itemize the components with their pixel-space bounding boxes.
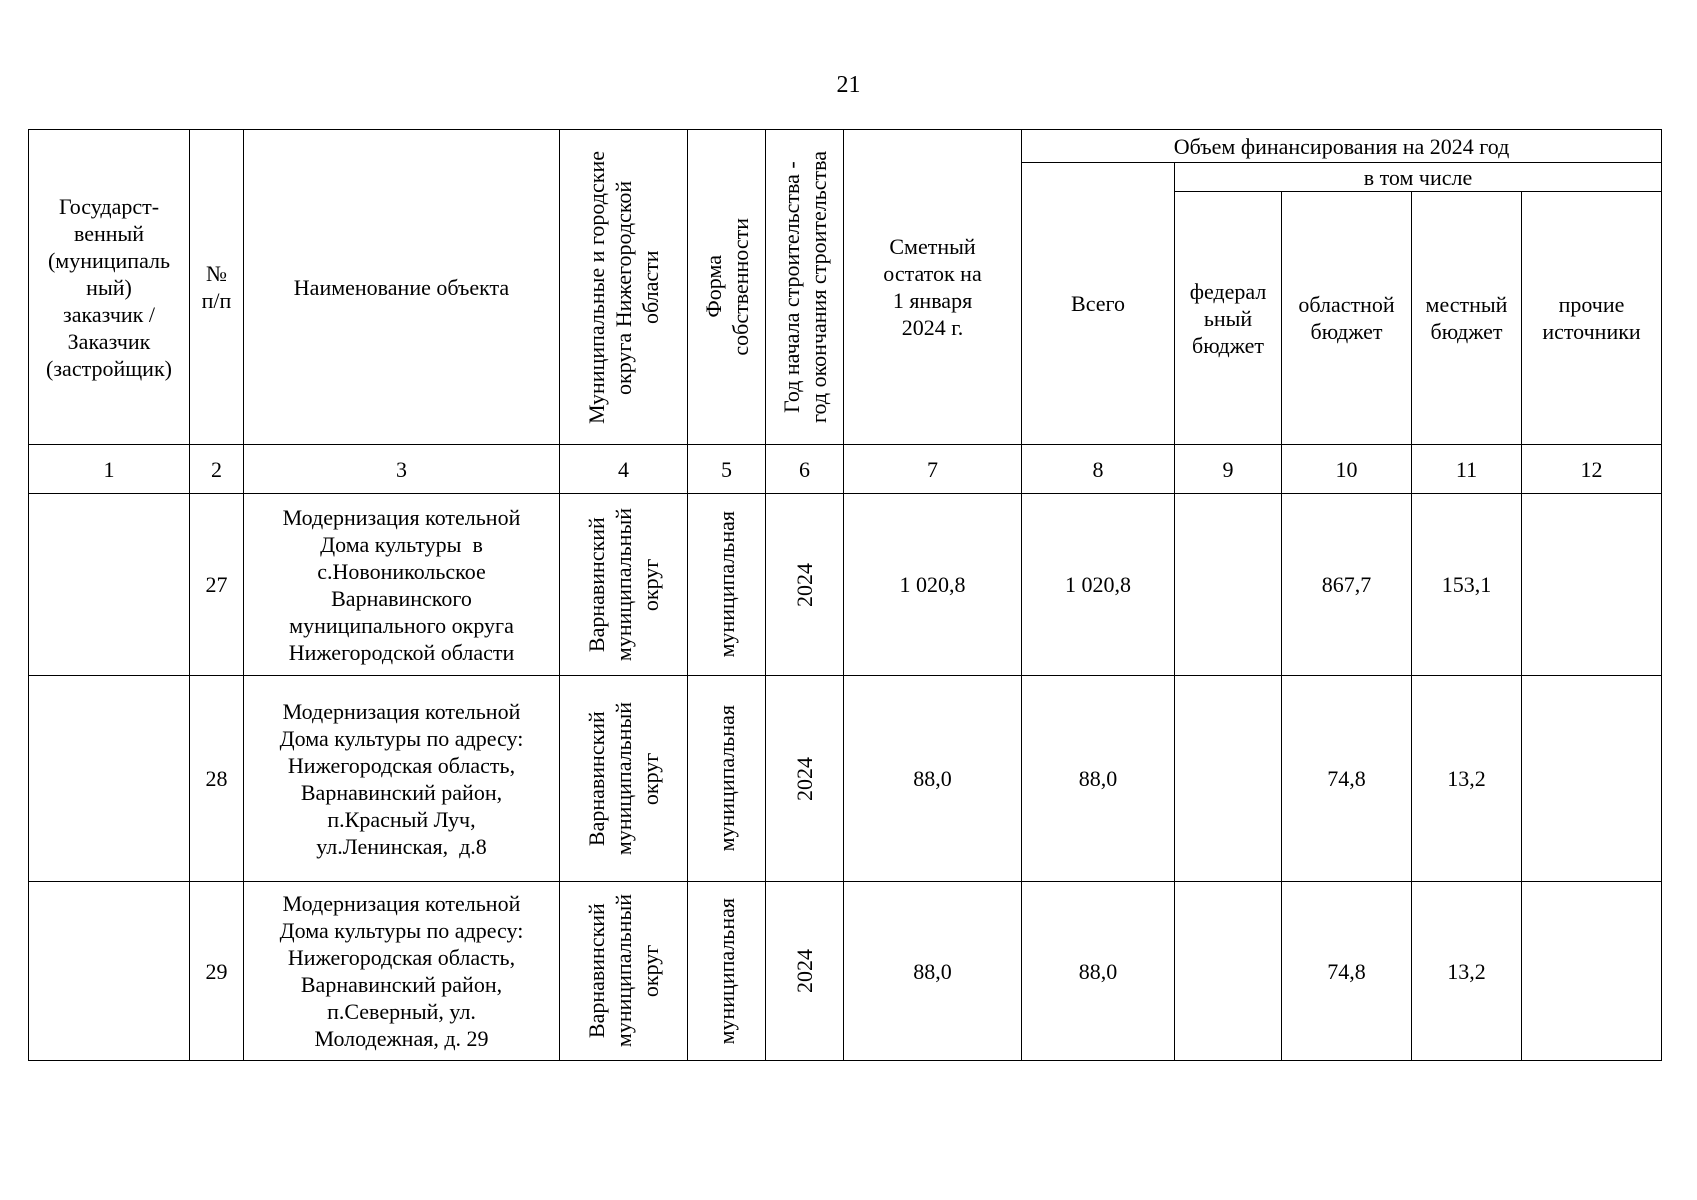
object-name-line: Молодежная, д. 29	[314, 1026, 489, 1051]
construction-years-text: 2024	[792, 562, 817, 607]
header-number	[190, 130, 244, 445]
header-customer-line: Государст-	[58, 193, 160, 219]
header-customer-line: заказчик /	[63, 301, 155, 327]
municipality-cell	[560, 676, 688, 882]
object-name-line: Варнавинского	[331, 585, 472, 611]
customer-cell	[29, 494, 190, 676]
object-name-line: с.Новоникольское	[317, 558, 486, 584]
header-other-sources-line: источники	[1542, 319, 1641, 344]
column-number: 9	[1175, 445, 1282, 494]
header-municipality-line: области	[638, 250, 663, 324]
other-sources-cell	[1522, 494, 1662, 676]
header-estimated-balance-line: Сметный	[889, 234, 976, 259]
total-cell: 88,0	[1022, 882, 1175, 1061]
object-name-line: Модернизация котельной	[282, 698, 521, 724]
row-number-cell: 29	[190, 882, 244, 1061]
column-number: 10	[1282, 445, 1412, 494]
ownership-cell	[688, 676, 766, 882]
column-number: 7	[844, 445, 1022, 494]
header-local-budget	[1412, 192, 1522, 445]
column-number: 4	[560, 445, 688, 494]
header-customer-line: (муниципаль	[47, 247, 171, 273]
other-sources-cell	[1522, 882, 1662, 1061]
column-number: 6	[766, 445, 844, 494]
financing-table	[28, 129, 1662, 1061]
municipality-cell	[560, 882, 688, 1061]
header-financing-volume: Объем финансирования на 2024 год	[1022, 130, 1662, 163]
municipality-line: Варнавинский	[584, 517, 609, 652]
total-cell: 1 020,8	[1022, 494, 1175, 676]
header-estimated-balance-line: 1 января	[892, 288, 973, 313]
header-construction-years-line: год окончания строительства	[805, 151, 831, 423]
header-including: в том числе	[1175, 163, 1662, 192]
municipality-line: Варнавинский	[584, 903, 609, 1039]
table-row	[29, 676, 1662, 882]
municipality-line: округ	[638, 558, 663, 611]
page-number: 21	[836, 72, 861, 98]
table-header	[29, 130, 1662, 445]
local-budget-cell: 13,2	[1412, 882, 1522, 1061]
municipality-line: муниципальный	[611, 507, 636, 662]
header-ownership-text	[700, 218, 754, 356]
construction-years-cell	[766, 882, 844, 1061]
column-number: 2	[190, 445, 244, 494]
table-body	[29, 445, 1662, 1061]
object-name-line: муниципального округа	[289, 612, 514, 638]
federal-budget-cell	[1175, 676, 1282, 882]
header-federal-budget	[1175, 192, 1282, 445]
ownership-cell	[688, 882, 766, 1061]
header-municipality	[560, 130, 688, 445]
header-customer-line: Заказчик	[67, 328, 151, 354]
header-regional-budget	[1282, 192, 1412, 445]
municipality-cell	[560, 494, 688, 676]
header-total: Всего	[1022, 163, 1175, 445]
row-number-cell: 27	[190, 494, 244, 676]
column-number: 11	[1412, 445, 1522, 494]
object-name-line: ул.Ленинская, д.8	[316, 833, 487, 859]
header-number-line: №	[206, 261, 227, 286]
municipality-line: округ	[638, 752, 663, 805]
header-customer-line: (застройщик)	[46, 355, 172, 381]
header-estimated-balance-line: остаток на	[883, 261, 982, 286]
construction-years-cell	[766, 676, 844, 882]
header-number-line: п/п	[201, 288, 232, 313]
header-local-budget-line: местный	[1425, 292, 1508, 317]
total-cell: 88,0	[1022, 676, 1175, 882]
header-federal-budget-line: федерал	[1189, 278, 1267, 304]
construction-years-text: 2024	[792, 949, 817, 993]
header-object-name: Наименование объекта	[244, 130, 560, 445]
row-number-cell: 28	[190, 676, 244, 882]
header-customer	[29, 130, 190, 445]
municipality-text	[583, 702, 664, 855]
customer-cell	[29, 676, 190, 882]
object-name-line: Варнавинский район,	[300, 779, 503, 805]
object-name-line: Модернизация котельной	[282, 504, 521, 530]
object-name-line: Варнавинский район,	[300, 972, 503, 997]
header-municipality-line: Муниципальные и городские	[584, 150, 609, 424]
federal-budget-cell	[1175, 882, 1282, 1061]
header-other-sources-line: прочие	[1558, 292, 1625, 317]
object-name-line: Нижегородская область,	[287, 945, 516, 970]
customer-cell	[29, 882, 190, 1061]
object-name-cell	[244, 494, 560, 676]
header-construction-years-line: Год начала строительства -	[778, 161, 804, 413]
federal-budget-cell	[1175, 494, 1282, 676]
header-construction-years-text	[778, 151, 832, 423]
column-number: 12	[1522, 445, 1662, 494]
object-name-cell	[244, 676, 560, 882]
column-number-row	[29, 445, 1662, 494]
object-name-line: Дома культуры в	[320, 531, 483, 557]
column-number: 8	[1022, 445, 1175, 494]
other-sources-cell	[1522, 676, 1662, 882]
header-other-sources	[1522, 192, 1662, 445]
ownership-cell	[688, 494, 766, 676]
municipality-text	[583, 894, 664, 1047]
header-regional-budget-line: бюджет	[1310, 319, 1383, 344]
table-row	[29, 494, 1662, 676]
header-estimated-balance	[844, 130, 1022, 445]
municipality-line: муниципальный	[611, 701, 636, 856]
header-ownership	[688, 130, 766, 445]
column-number: 1	[29, 445, 190, 494]
column-number: 5	[688, 445, 766, 494]
municipality-text	[583, 508, 664, 661]
construction-years-text: 2024	[792, 756, 817, 801]
object-name-line: Нижегородской области	[288, 639, 515, 665]
header-customer-line: венный	[73, 220, 145, 246]
header-municipality-line: округа Нижегородской	[611, 179, 636, 395]
ownership-text: муниципальная	[714, 511, 739, 658]
regional-budget-cell: 74,8	[1282, 882, 1412, 1061]
header-customer-line: ный)	[86, 274, 132, 300]
header-row	[29, 130, 1662, 163]
ownership-text: муниципальная	[714, 897, 739, 1045]
header-local-budget-line: бюджет	[1430, 319, 1503, 344]
object-name-line: п.Красный Луч,	[327, 806, 476, 832]
regional-budget-cell: 867,7	[1282, 494, 1412, 676]
construction-years-cell	[766, 494, 844, 676]
object-name-line: Дома культуры по адресу:	[279, 918, 524, 943]
header-construction-years	[766, 130, 844, 445]
municipality-line: округ	[638, 944, 663, 998]
header-federal-budget-line: бюджет	[1192, 332, 1264, 358]
header-municipality-text	[583, 151, 664, 424]
estimated-balance-cell: 88,0	[844, 882, 1022, 1061]
table-row	[29, 882, 1662, 1061]
header-federal-budget-line: ьный	[1203, 305, 1253, 331]
municipality-line: Варнавинский	[584, 711, 609, 846]
header-ownership-line: собственности	[727, 218, 753, 356]
header-regional-budget-line: областной	[1298, 292, 1395, 317]
estimated-balance-cell: 88,0	[844, 676, 1022, 882]
object-name-line: Модернизация котельной	[282, 891, 521, 916]
object-name-line: п.Северный, ул.	[327, 999, 476, 1024]
estimated-balance-cell: 1 020,8	[844, 494, 1022, 676]
local-budget-cell: 153,1	[1412, 494, 1522, 676]
ownership-text: муниципальная	[714, 705, 739, 852]
municipality-line: муниципальный	[611, 894, 636, 1048]
column-number: 3	[244, 445, 560, 494]
local-budget-cell: 13,2	[1412, 676, 1522, 882]
header-ownership-line: Форма	[700, 255, 726, 319]
header-estimated-balance-line: 2024 г.	[901, 315, 964, 340]
object-name-line: Нижегородская область,	[287, 752, 516, 778]
object-name-line: Дома культуры по адресу:	[279, 725, 524, 751]
regional-budget-cell: 74,8	[1282, 676, 1412, 882]
object-name-cell	[244, 882, 560, 1061]
